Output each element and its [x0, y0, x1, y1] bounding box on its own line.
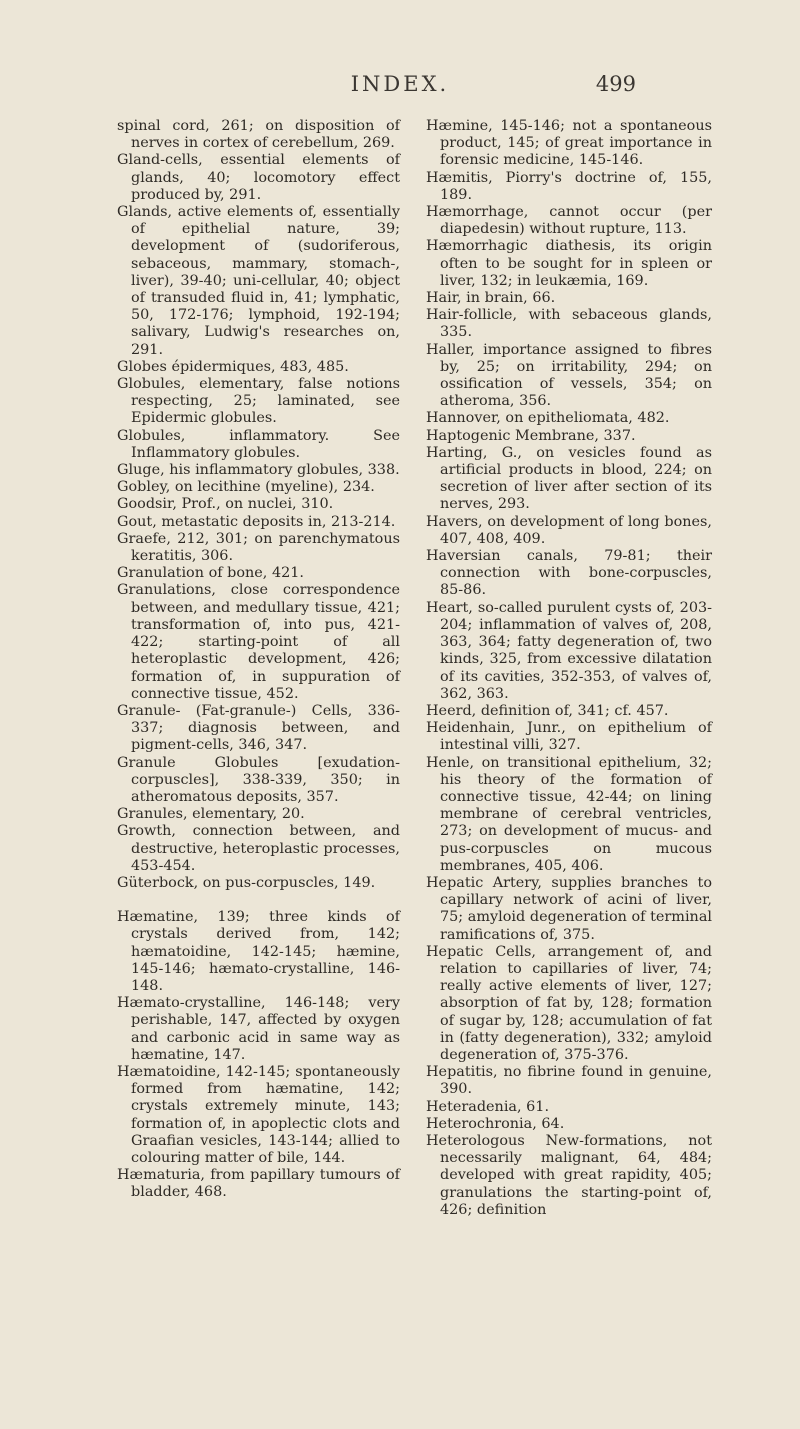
index-entry: Hæmorrhagic diathesis, its origin often to be sought for in spleen or liver, 132; in leukæmia, 169.: [426, 238, 712, 289]
index-entry: Graefe, 212, 301; on parenchymatous keratitis, 306.: [117, 530, 400, 565]
page-number: 499: [595, 72, 636, 96]
running-head: [0, 72, 800, 102]
index-entry: Gland-cells, essential elements of glands, 40; locomotory effect produced by, 291.: [117, 152, 400, 203]
index-entry: Gout, metastatic deposits in, 213-214.: [117, 513, 396, 530]
index-column-left: [117, 118, 400, 1202]
index-entry: Haller, importance assigned to fibres by, 25; on irritability, 294; on ossification of vessels, 354; on atheroma, 356.: [426, 341, 712, 410]
index-entry: Hepatic Artery, supplies branches to capillary network of acini of liver, 75; amyloid degeneration of terminal ramifications of, 375.: [426, 874, 712, 943]
index-entry: Hepatitis, no fibrine found in genuine, 390.: [426, 1064, 712, 1098]
index-entry: Haptogenic Membrane, 337.: [426, 427, 636, 444]
index-entry: Hæmato-crystalline, 146-148; very perishable, 147, affected by oxygen and carbonic acid in same way as hæmatine, 147.: [117, 995, 400, 1063]
index-entry: Hæmitis, Piorry's doctrine of, 155, 189.: [426, 169, 712, 203]
index-entry: Growth, connection between, and destructive, heteroplastic processes, 453-454.: [117, 823, 400, 874]
index-entry: Heidenhain, Junr., on epithelium of intestinal villi, 327.: [426, 720, 712, 754]
index-entry: Henle, on transitional epithelium, 32; his theory of the formation of connective tissue, 42-44; on lining membrane of cerebral ventricles, 273; on development of mucus- and pus-corpuscles on mucous membranes, 405, 406.: [426, 754, 712, 874]
index-column-right: [426, 118, 712, 1219]
index-entry: Heerd, definition of, 341; cf. 457.: [426, 702, 669, 719]
section-gap: [117, 892, 400, 909]
index-entry: Globules, elementary, false notions respecting, 25; laminated, see Epidermic globules.: [117, 376, 400, 427]
index-entry: Gobley, on lecithine (myeline), 234.: [117, 479, 375, 496]
index-entry: Harting, G., on vesicles found as artificial products in blood, 224; on secretion of liver after section of its nerves, 293.: [426, 444, 712, 513]
index-entry: Hæmatoidine, 142-145; spontaneously formed from hæmatine, 142; crystals extremely minute, 143; formation of, in apoplectic clots and Graafian vesicles, 143-144; allied to colouring matter of bile, 144.: [117, 1063, 400, 1166]
index-entry: Granulation of bone, 421.: [117, 565, 304, 582]
index-entry: Heart, so-called purulent cysts of, 203-204; inflammation of valves of, 208, 363, 364; fatty degeneration of, two kinds, 325, from excessive dilatation of its cavities, 352-353, of valves of, 362, 363.: [426, 599, 712, 702]
index-entry: Granule Globules [exudation-corpuscles], 338-339, 350; in atheromatous deposits, 357.: [117, 754, 400, 805]
index-entry: Heterochronia, 64.: [426, 1115, 565, 1132]
index-entry: Heterologous New-formations, not necessarily malignant, 64, 484; developed with great rapidity, 405; granulations the starting-point of, 426; definition: [426, 1132, 712, 1218]
index-entry: Globules, inflammatory. See Inflammatory globules.: [117, 427, 400, 461]
index-entry: Granule- (Fat-granule-) Cells, 336-337; diagnosis between, and pigment-cells, 346, 347.: [117, 702, 400, 754]
index-entry: Güterbock, on pus-corpuscles, 149.: [117, 874, 376, 891]
index-entry: Granules, elementary, 20.: [117, 806, 305, 823]
index-entry: Hæmaturia, from papillary tumours of bladder, 468.: [117, 1167, 400, 1201]
index-entry: Glands, active elements of, essentially of epithelial nature, 39; development of (sudoriferous, sebaceous, mammary, stomach-, liver), 39-40; uni-cellular, 40; object of transuded fluid in, 41; lymphatic, 50, 172-176; lymphoid, 192-194; salivary, Ludwig's researches on, 291.: [117, 204, 400, 358]
index-entry: Haversian canals, 79-81; their connection with bone-corpuscles, 85-86.: [426, 548, 712, 599]
index-entry: spinal cord, 261; on disposition of nerves in cortex of cerebellum, 269.: [117, 118, 400, 152]
index-entry: Hæmorrhage, cannot occur (per diapedesin) without rupture, 113.: [426, 204, 712, 238]
index-entry: Granulations, close correspondence between, and medullary tissue, 421; transformation of, into pus, 421-422; starting-point of all heteroplastic development, 426; formation of, in suppuration of connective tissue, 452.: [117, 582, 400, 702]
index-entry: Havers, on development of long bones, 407, 408, 409.: [426, 513, 712, 547]
index-entry: Hair, in brain, 66.: [426, 290, 556, 307]
running-title: INDEX.: [350, 72, 450, 96]
index-entry: Globes épidermiques, 483, 485.: [117, 358, 349, 375]
index-entry: Gluge, his inflammatory globules, 338.: [117, 462, 400, 479]
index-entry: Heteradenia, 61.: [426, 1098, 550, 1115]
index-entry: Hepatic Cells, arrangement of, and relation to capillaries of liver, 74; really active elements of liver, 127; absorption of fat by, 128; formation of sugar by, 128; accumulation of fat in (fatty degeneration), 332; amyloid degeneration of, 375-376.: [426, 943, 712, 1063]
index-entry: Hannover, on epitheliomata, 482.: [426, 410, 670, 427]
index-entry: Hair-follicle, with sebaceous glands, 335.: [426, 307, 712, 341]
index-entry: Hæmatine, 139; three kinds of crystals derived from, 142; hæmatoidine, 142-145; hæmine, 145-146; hæmato-crystalline, 146-148.: [117, 909, 400, 994]
index-entry: Goodsir, Prof., on nuclei, 310.: [117, 496, 334, 513]
index-entry: Hæmine, 145-146; not a spontaneous product, 145; of great importance in forensic medicine, 145-146.: [426, 118, 712, 169]
